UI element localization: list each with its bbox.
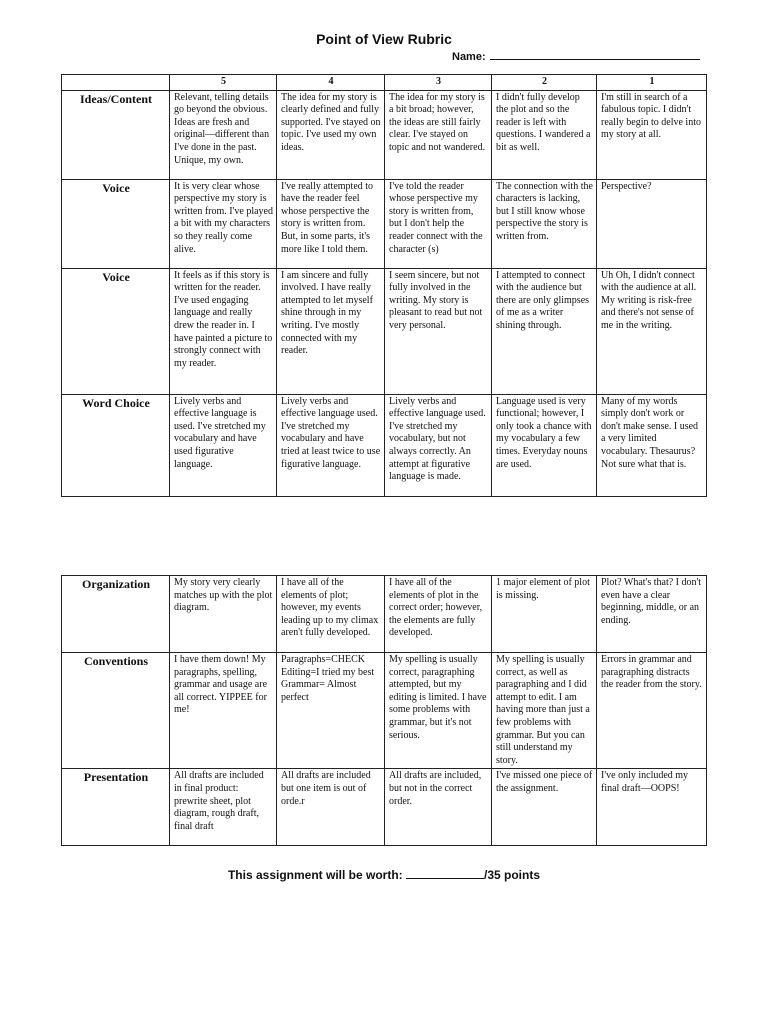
header-cell-blank (62, 75, 170, 91)
row-organization (62, 576, 707, 653)
rubric-cell: The connection with the characters is lacking, but I still know whose perspective the story is written from. (492, 179, 597, 268)
rubric-cell: I've only included my final draft—OOPS! (597, 769, 707, 846)
name-blank (490, 50, 700, 60)
rubric-cell: I have all of the elements of plot in the correct order; however, the elements are fully developed. (385, 576, 492, 653)
rubric-cell: I've told the reader whose perspective my story is written from, but I don't help the reader connect with the character (s) (385, 179, 492, 268)
rubric-cell: My story very clearly matches up with the plot diagram. (170, 576, 277, 653)
rubric-cell: All drafts are included but one item is out of orde.r (277, 769, 385, 846)
rubric-cell: I didn't fully develop the plot and so the reader is left with questions. I wandered a bit as well. (492, 90, 597, 179)
header-cell-5: 5 (170, 75, 277, 91)
rubric-cell: The idea for my story is clearly defined and fully supported. I've stayed on topic. I've used my own ideas. (277, 90, 385, 179)
header-cell-2: 2 (492, 75, 597, 91)
points-footer (0, 868, 768, 882)
page-title: Point of View Rubric (316, 31, 452, 47)
rubric-cell: I've really attempted to have the reader feel whose perspective the story is written from. But, in some parts, it's more like I told them. (277, 179, 385, 268)
rubric-cell: Perspective? (597, 179, 707, 268)
rubric-cell: It feels as if this story is written for the reader. I've used engaging language and really drew the reader in. I have painted a picture to strongly connect with my reader. (170, 268, 277, 394)
row-conventions (62, 653, 707, 769)
header-cell-4: 4 (277, 75, 385, 91)
rubric-cell: Paragraphs=CHECK Editing=I tried my best Grammar= Almost perfect (277, 653, 385, 769)
rubric-cell: My spelling is usually correct, paragraphing attempted, but my editing is limited. I have some problems with grammar, but it's not serious. (385, 653, 492, 769)
footer-prefix: This assignment will be worth: (227, 868, 403, 882)
rubric-cell: Lively verbs and effective language used. I've stretched my vocabulary and have tried at least twice to use figurative language. (277, 394, 385, 496)
rubric-table-bottom (61, 575, 707, 846)
rubric-cell: I'm still in search of a fabulous topic. I didn't really begin to delve into my story at all. (597, 90, 707, 179)
rubric-cell: Relevant, telling details go beyond the obvious. Ideas are fresh and original—different than I've done in the past. Unique, my own. (170, 90, 277, 179)
category-label: Conventions (62, 653, 170, 769)
rubric-table-top (61, 74, 707, 497)
rubric-cell: Plot? What's that? I don't even have a clear beginning, middle, or an ending. (597, 576, 707, 653)
rubric-cell: I've missed one piece of the assignment. (492, 769, 597, 846)
rubric-cell: All drafts are included, but not in the correct order. (385, 769, 492, 846)
row-voice-1 (62, 179, 707, 268)
points-blank (406, 869, 484, 879)
rubric-cell: All drafts are included in final product: prewrite sheet, plot diagram, rough draft, final draft (170, 769, 277, 846)
rubric-cell: My spelling is usually correct, as well as paragraphing and I did attempt to edit. I am having more than just a few problems with grammar. But you can still understand my story. (492, 653, 597, 769)
rubric-cell: I have all of the elements of plot; however, my events leading up to my climax aren't fully developed. (277, 576, 385, 653)
name-line (452, 50, 700, 63)
category-label: Word Choice (62, 394, 170, 496)
rubric-cell: It is very clear whose perspective my story is written from. I've played a bit with my characters so they really come alive. (170, 179, 277, 268)
footer-suffix: /35 points (484, 868, 541, 882)
rubric-cell: I am sincere and fully involved. I have really attempted to let myself shine through in my writing. I've mostly connected with my reader. (277, 268, 385, 394)
header-row (62, 75, 707, 91)
rubric-cell: Uh Oh, I didn't connect with the audience at all. My writing is risk-free and there's not sense of me in the writing. (597, 268, 707, 394)
category-label: Organization (62, 576, 170, 653)
rubric-cell: Lively verbs and effective language used. I've stretched my vocabulary, but not always correctly. An attempt at figurative language is made. (385, 394, 492, 496)
rubric-cell: I seem sincere, but not fully involved in the writing. My story is pleasant to read but not very personal. (385, 268, 492, 394)
rubric-cell: The idea for my story is a bit broad; however, the ideas are still fairly clear. I've stayed on topic and not wandered. (385, 90, 492, 179)
category-label: Presentation (62, 769, 170, 846)
category-label: Voice (62, 268, 170, 394)
row-ideas-content (62, 90, 707, 179)
rubric-cell: Errors in grammar and paragraphing distracts the reader from the story. (597, 653, 707, 769)
header-cell-1: 1 (597, 75, 707, 91)
rubric-cell: Lively verbs and effective language is used. I've stretched my vocabulary and have used figurative language. (170, 394, 277, 496)
rubric-cell: Many of my words simply don't work or don't make sense. I used a very limited vocabulary. Thesaurus? Not sure what that is. (597, 394, 707, 496)
category-label: Voice (62, 179, 170, 268)
name-label: Name: (452, 51, 486, 63)
row-word-choice (62, 394, 707, 496)
row-voice-2 (62, 268, 707, 394)
rubric-cell: I have them down! My paragraphs, spelling, grammar and usage are all correct. YIPPEE for me! (170, 653, 277, 769)
rubric-cell: 1 major element of plot is missing. (492, 576, 597, 653)
row-presentation (62, 769, 707, 846)
category-label: Ideas/Content (62, 90, 170, 179)
rubric-cell: I attempted to connect with the audience but there are only glimpses of me as a writer shining through. (492, 268, 597, 394)
header-cell-3: 3 (385, 75, 492, 91)
rubric-cell: Language used is very functional; however, I only took a chance with my vocabulary a few times. Everyday nouns are used. (492, 394, 597, 496)
